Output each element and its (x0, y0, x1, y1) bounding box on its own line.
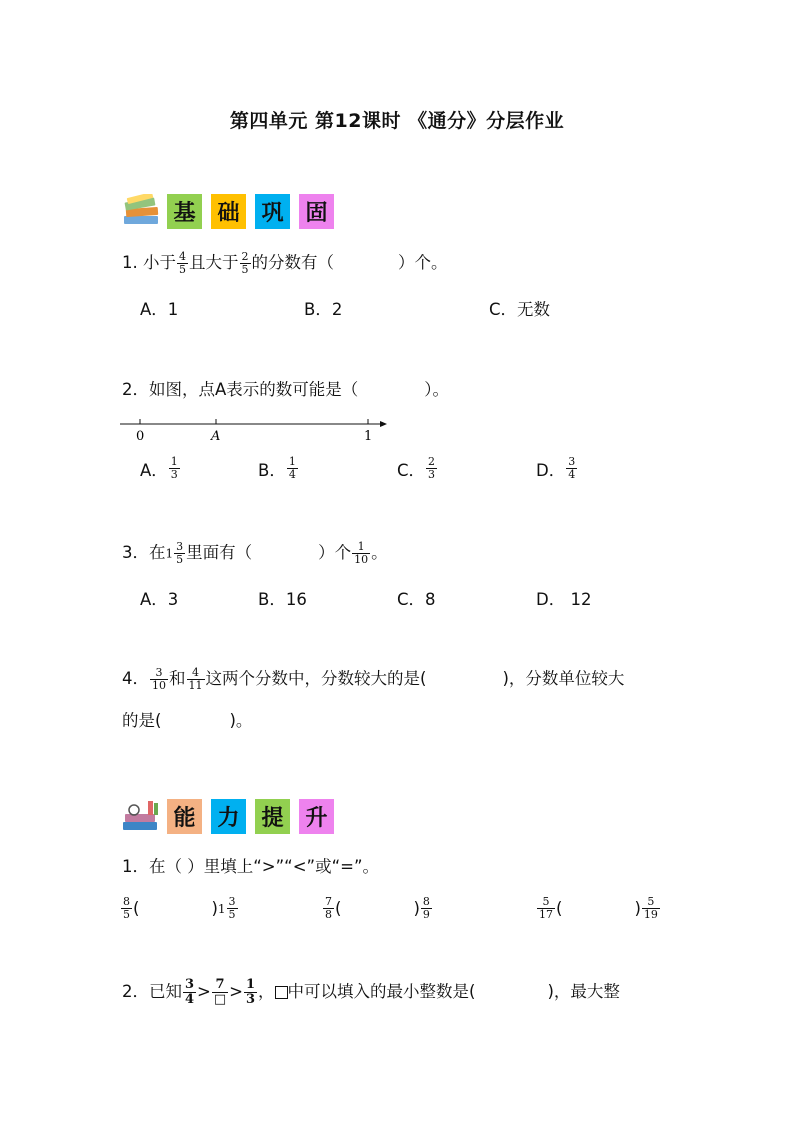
practice-2 (122, 978, 620, 1007)
books-icon (122, 194, 162, 228)
fraction: $\frac{1}{10}$ (354, 540, 369, 566)
fraction: $\frac{1}{3}$ (170, 455, 178, 481)
q4-text-1: 这两个分数中，分数较大的是( (205, 669, 427, 688)
question-2 (122, 378, 449, 402)
books-pencil-icon (122, 799, 162, 833)
option-a[interactable]: A． $\frac{1}{3}$ (140, 455, 178, 481)
practice-1: 1．在（ ）里填上“>”“<”或“=”。 (122, 857, 380, 876)
q3-text-end: 。 (371, 543, 388, 562)
fraction: $\frac{3}{10}$ (152, 666, 166, 692)
q4-text-2: )，分数单位较大 (502, 669, 625, 688)
p2-text-2: 中可以填入的最小整数是( (287, 982, 476, 1001)
q2-text-end: ）。 (424, 380, 450, 399)
q2-text: 2．如图，点A表示的数可能是（ (122, 380, 359, 399)
q1-text-end: ）个。 (398, 253, 448, 272)
section-char-1: 能 (167, 799, 202, 834)
fraction: $\frac{3}{5}$ (228, 895, 236, 921)
option-c[interactable]: C．无数 (489, 300, 551, 319)
fraction: $\frac{8}{9}$ (422, 895, 430, 921)
mixed-whole: 1 (165, 546, 174, 561)
fraction: $\frac{1}{4}$ (288, 455, 296, 481)
compare-item-3: $\frac{5}{17}$ ( ) $\frac{5}{19}$ (539, 895, 658, 921)
section-char-3: 巩 (255, 194, 290, 229)
section-char-2: 力 (211, 799, 246, 834)
section-char-4: 固 (299, 194, 334, 229)
option-d[interactable]: D． $\frac{3}{4}$ (536, 455, 576, 481)
q4-and: 和 (169, 669, 186, 688)
q3-text-post: ）个 (318, 543, 352, 562)
question-4-line-2 (122, 709, 252, 733)
q1-text-mid: 且大于 (189, 253, 239, 272)
q4-text-4: )。 (229, 711, 253, 730)
option-c[interactable]: C． $\frac{2}{3}$ (397, 455, 436, 481)
numberline-label-0: 0 (136, 429, 145, 444)
fraction: $\frac{4}{5}$ (179, 250, 186, 276)
numberline-label-1: 1 (364, 429, 373, 444)
page-title: 第四单元 第12课时 《通分》分层作业 (229, 110, 565, 132)
fraction: $\frac{3}{5}$ (176, 540, 184, 566)
fraction: $\frac{5}{17}$ (539, 895, 553, 921)
p2-text-3: )，最大整 (547, 982, 620, 1001)
q4-text-3: 的是( (122, 711, 162, 730)
p2-text-pre: 2．已知 (122, 982, 182, 1001)
compare-item-1: $\frac{8}{5}$ ( ) 1 $\frac{3}{5}$ (123, 895, 236, 921)
fraction: $\frac{8}{5}$ (123, 895, 130, 921)
fraction: $\frac{5}{19}$ (643, 895, 658, 921)
option-b[interactable]: B．16 (258, 590, 307, 609)
q1-number: 1. (122, 253, 138, 272)
fraction: $\frac{2}{3}$ (428, 455, 436, 481)
section-char-3: 提 (255, 799, 290, 834)
section-char-1: 基 (167, 194, 202, 229)
option-b[interactable]: B． $\frac{1}{4}$ (258, 455, 296, 481)
option-d[interactable]: D． 12 (536, 590, 592, 609)
square-box-icon (275, 986, 288, 999)
q3-text-pre: 3．在 (122, 543, 166, 562)
question-3 (122, 541, 388, 566)
q1-text-pre: 小于 (143, 253, 176, 272)
option-a[interactable]: A．1 (140, 300, 179, 319)
fraction: $\frac{1}{3}$ (246, 977, 256, 1007)
fraction: $\frac{7}{□}$ (213, 977, 227, 1007)
fraction: $\frac{3}{4}$ (568, 455, 576, 481)
option-a[interactable]: A．3 (140, 590, 179, 609)
option-b[interactable]: B．2 (304, 300, 343, 319)
q4-number: 4． (122, 669, 149, 688)
fraction: $\frac{7}{8}$ (325, 895, 332, 921)
greater-than: > (197, 982, 211, 1001)
question-1 (122, 251, 448, 276)
compare-item-2: $\frac{7}{8}$ ( ) $\frac{8}{9}$ (325, 895, 430, 921)
q1-text-post: 的分数有（ (251, 253, 334, 272)
number-line (118, 413, 390, 447)
fraction: $\frac{3}{4}$ (185, 977, 195, 1007)
question-4 (122, 667, 624, 692)
section-header-basic (122, 191, 343, 231)
numberline-label-a: A (211, 429, 221, 444)
section-char-2: 础 (211, 194, 246, 229)
fraction: $\frac{2}{5}$ (241, 250, 249, 276)
section-header-advanced (122, 796, 343, 836)
fraction: $\frac{4}{11}$ (188, 666, 203, 692)
greater-than: > (229, 982, 243, 1001)
section-char-4: 升 (299, 799, 334, 834)
q3-text-mid: 里面有（ (186, 543, 253, 562)
option-c[interactable]: C．8 (397, 590, 436, 609)
p2-comma: ， (258, 982, 275, 1001)
